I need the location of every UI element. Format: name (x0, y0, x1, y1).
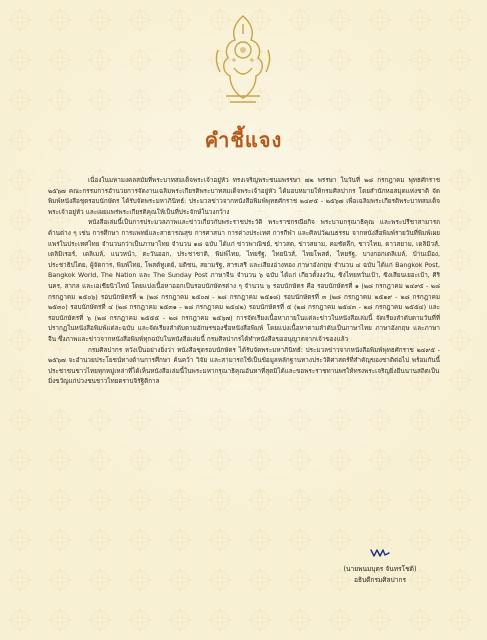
page-title: คำชี้แจง (204, 128, 283, 152)
preface-body (48, 176, 440, 388)
preface-paragraph-3: กรมศิลปากร หวังเป็นอย่างยิ่งว่า หนังสือชุดรอบนักษัตร ได้รับจัดพระมหาภินิทธ์: ประมวลข่าวจากหนังสือพิมพ์พุทธศักราช ๒๔๙๕ - ๒๕๖๗ จะอำนวยประโยชน์ทางด้านการศึกษา ค้นคว้า วิจัย และสามารถใช้เป็นข้อมูลหลักฐานทางประวัติศาสตร์ที่สำคัญของชาติต่อไป พร้อมกันนี้ประชาชนชาวไทยทุกหมู่เหล่าที่ได้เห็นหนังสือเล่มนี้ในพระมหากรุณาธิคุณอันหาที่สุดมิได้และขอพระราชทานพรให้ทรงพระเจริญยิ่งยืนนานสถิตเป็นมิ่งขวัญแก่ปวงชนชาวไทยตราบจิรัฐิติกาล (48, 346, 440, 386)
signature-block (300, 548, 460, 586)
signatory-name: (นายพนมบุตร จันทรโชติ) (343, 565, 417, 573)
preface-paragraph-2: หนังสือเล่มนี้เป็นการประมวลภาพและข่าวเกี่ยวกับพระราชประวัติ พระราชกรณียกิจ พระบามกรุณาธิคุณ และพระปรีชาสามารถด้านต่าง ๆ เช่น การศึกษา การแพทย์และสาธารณสุข การศาสนา การต่างประเทศ การกีฬา และศิลปวัฒนธรรม จากหนังสือพิมพ์รายวันที่พิมพ์เผยแพร่ในประเทศไทย จำนวนกว่าเป็นภาษาไทย จำนวน ๑๘ ฉบับ ได้แก่ ข่าวพาณิชย์, ข่าวสด, ข่าวสยาม, คมชัดลึก, ชาวไทย, ดาวสยาม, เดลิมิวส์, เดลิมิเรอร์, เดลิเมล์, แนวหน้า, ตะวันออก, ประชาชาติ, พิมพ์ไทย, ไทยรัฐ, ไทยนิวส์, ไทยโพสต์, ไทยรัฐ, บางกอกเดลิเมล์, บ้านเมือง, ประชาธิปไตย, ผู้จัดการ, พิมพ์ไทย, โพสต์ทูเดย์, มติชน, สยามรัฐ, สารเสรี และเสียงอ่างทอง ภาษาอังกฤษ จำนวน ๔ ฉบับ ได้แก่ Bangkok Post, Bangkok World, The Nation และ The Sunday Post ภาษาจีน จำนวน ๖ ฉบับ ได้แก่ เกียวตั้งงงวัน, ซิงไทยหวั่นเป้า, ซิงเสียนเยอะเป้า, ศิรินคร, สากล และเอเชียนิวไทม์ โดยแบ่งเนื้อหาออกเป็นรอบนักษัตรต่าง ๆ จำนวน ๖ รอบนักษัตร คือ รอบนักษัตรที่ ๑ (๒๘ กรกฎาคม ๒๔๙๕ - ๒๘ กรกฎาคม ๒๕๐๖) รอบนักษัตรที่ ๒ (๒๘ กรกฎาคม ๒๕๐๗ - ๒๘ กรกฎาคม ๒๕๑๘) รอบนักษัตรที่ ๓ (๒๘ กรกฎาคม ๒๕๑๙ - ๒๘ กรกฎาคม ๒๕๓๐) รอบนักษัตรที่ ๔ (๒๘ กรกฎาคม ๒๕๓๑ - ๒๘ กรกฎาคม ๒๕๔๒) รอบนักษัตรที่ ๕ (๒๘ กรกฎาคม ๒๕๔๓ - ๒๘ กรกฎาคม ๒๕๕๔) และรอบนักษัตรที่ ๖ (๒๘ กรกฎาคม ๒๕๕๕ - ๒๘ กรกฎาคม ๒๕๖๗) การจัดเรียงเนื้อหาภายในแต่ละข่าวในหนังสือเล่มนี้ จัดเรียงลำดับตามวันที่ที่ปรากฏในหนังสือพิมพ์แต่ละฉบับ และจัดเรียงลำดับตามอักษรของชื่อหนังสือพิมพ์ โดยแบ่งเนื้อหาตามลำดับเป็นภาษาไทย ภาษาอังกฤษ และภาษาจีน ซึ่งภาพและข่าวจากหนังสือพิมพ์ทุกฉบับในหนังสือเล่มนี้ กรมศิลปากรได้ทำหนังสือขออนุญาตจากเจ้าของแล้ว (48, 219, 440, 343)
preface-paragraph-1: เนื่องในมหามงคลสมัยที่พระบาทสมเด็จพระเจ้าอยู่หัว ทรงเจริญพระชนมพรรษา ๗๒ พรรษา ในวันที่ ๒๘ กรกฎาคม พุทธศักราช ๒๕๖๗ คณะกรรมการอำนวยการจัดงานเฉลิมพระเกียรติพระบาทสมเด็จพระเจ้าอยู่หัว ได้มอบหมายให้กรมศิลปากร โดยสำนักหอสมุดแห่งชาติ จัดพิมพ์หนังสือชุดรอบนักษัตร ได้รับจัดพระมหาภินิทธ์: ประมวลข่าวจากหนังสือพิมพ์พุทธศักราช ๒๔๙๕ - ๒๕๖๗ เพื่อเฉลิมพระเกียรติพระบาทสมเด็จพระเจ้าอยู่หัว และเผยแพร่พระเกียรติคุณให้เป็นที่ประจักษ์ในวงกว้าง (48, 177, 440, 216)
signatory-position: อธิบดีกรมศิลปากร (354, 576, 406, 584)
fine-arts-department-emblem-icon (204, 10, 282, 110)
handwritten-signature-icon (370, 548, 390, 558)
